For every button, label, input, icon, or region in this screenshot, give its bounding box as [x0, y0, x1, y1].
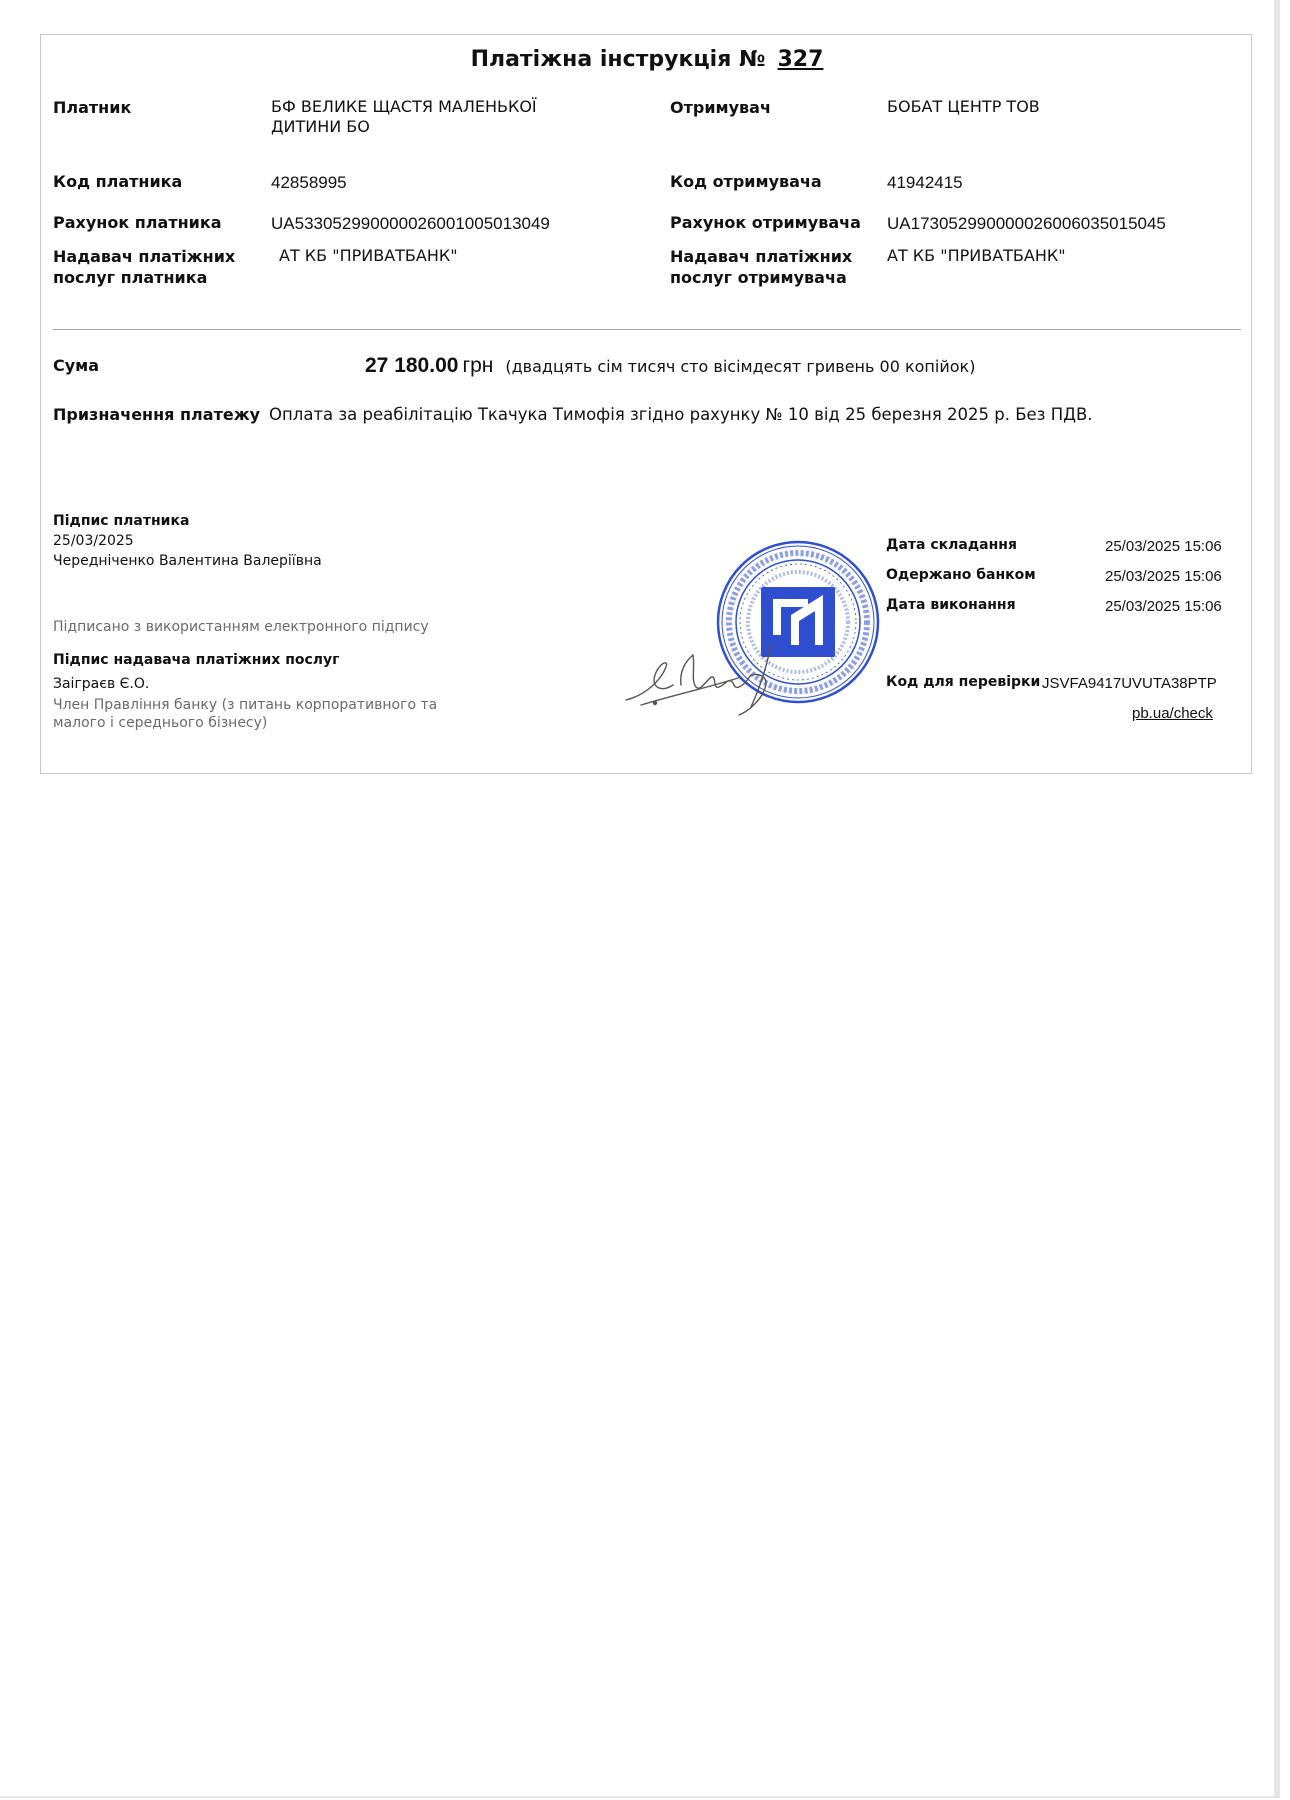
recipient-name: БОБАТ ЦЕНТР ТОВ: [887, 97, 1040, 116]
recipient-account: UA173052990000026006035015045: [887, 214, 1166, 233]
check-code-label: Код для перевірки: [886, 674, 1041, 690]
composed-date: 25/03/2025 15:06: [1105, 538, 1222, 555]
payer-signature-date: 25/03/2025: [53, 533, 134, 549]
payer-code-label: Код платника: [53, 172, 183, 191]
recipient-provider: АТ КБ "ПРИВАТБАНК": [887, 246, 1066, 265]
payer-account-label: Рахунок платника: [53, 213, 222, 232]
payer-signature-name: Чередніченко Валентина Валеріївна: [53, 553, 322, 569]
payer-name-line2: ДИТИНИ БО: [271, 117, 370, 136]
title-prefix: Платіжна інструкція №: [470, 47, 766, 72]
amount-label: Сума: [53, 356, 100, 375]
purpose-text: Оплата за реабілітацію Ткачука Тимофія згідно рахунку № 10 від 25 березня 2025 р. Без ПДВ.: [269, 405, 1093, 424]
recipient-provider-label-line2: послуг отримувача: [670, 268, 847, 287]
check-code: JSVFA9417UVUTA38PTP: [1042, 675, 1217, 692]
document-title: [41, 47, 1253, 72]
recipient-account-label: Рахунок отримувача: [670, 213, 861, 232]
received-date: 25/03/2025 15:06: [1105, 568, 1222, 585]
payer-provider: АТ КБ "ПРИВАТБАНК": [279, 246, 458, 265]
esign-note: Підписано з використанням електронного підпису: [53, 619, 429, 635]
executed-date-label: Дата виконання: [886, 597, 1016, 613]
provider-signer-position-line2: малого і середнього бізнесу): [53, 715, 268, 731]
check-link[interactable]: pb.ua/check: [1132, 705, 1213, 722]
handwritten-signature-icon: [621, 615, 821, 735]
provider-signature-label: Підпис надавача платіжних послуг: [53, 652, 340, 668]
executed-date: 25/03/2025 15:06: [1105, 598, 1222, 615]
amount-in-words: (двадцять сім тисяч сто вісімдесят гривень 00 копійок): [505, 357, 976, 376]
payer-name-line1: БФ ВЕЛИКЕ ЩАСТЯ МАЛЕНЬКОЇ: [271, 97, 537, 116]
document-number: 327: [777, 47, 824, 72]
recipient-label: Отримувач: [670, 98, 771, 117]
recipient-code: 41942415: [887, 173, 963, 192]
payer-code: 42858995: [271, 173, 347, 192]
amount-row: [365, 354, 975, 378]
amount-value: 27 180.00: [365, 354, 459, 377]
payment-instruction-document: [40, 34, 1252, 774]
received-date-label: Одержано банком: [886, 567, 1036, 583]
purpose-label: Призначення платежу: [53, 405, 261, 424]
payer-account: UA533052990000026001005013049: [271, 214, 550, 233]
payer-provider-label-line2: послуг платника: [53, 268, 208, 287]
recipient-provider-label-line1: Надавач платіжних: [670, 247, 853, 266]
section-divider: [53, 329, 1241, 330]
provider-signer-name: Заіграєв Є.О.: [53, 676, 150, 692]
composed-date-label: Дата складання: [886, 537, 1017, 553]
provider-signer-position-line1: Член Правління банку (з питань корпоративного та: [53, 697, 438, 713]
recipient-code-label: Код отримувача: [670, 172, 822, 191]
amount-currency: грн: [462, 354, 494, 377]
payer-label: Платник: [53, 98, 132, 117]
payer-signature-label: Підпис платника: [53, 513, 190, 529]
payer-provider-label-line1: Надавач платіжних: [53, 247, 236, 266]
